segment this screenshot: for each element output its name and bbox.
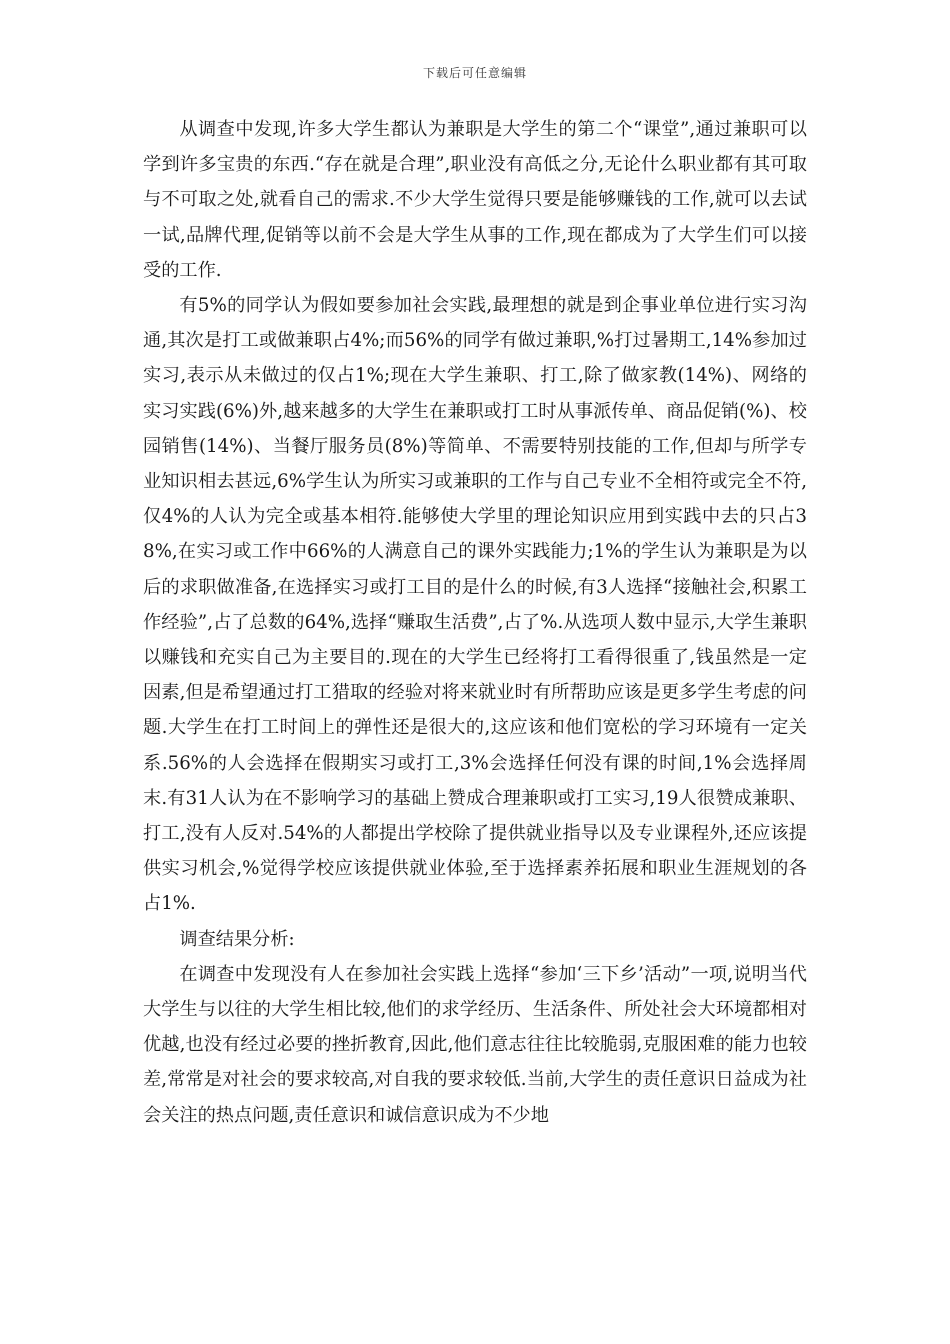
paragraph-survey-statistics: 有5%的同学认为假如要参加社会实践,最理想的就是到企事业单位进行实习沟通,其次是打工或做兼职占4%;而56%的同学有做过兼职,%打过暑期工,14%参加过实习,表示从未做过的仅占1%;现在大学生兼职、打工,除了做家教(14%)、网络的实习实践(6%)外,越来越多的大学生在兼职或打工时从事派传单、商品促销(%)、校园销售(14%)、当餐厅服务员(8%)等简单、不需要特别技能的工作,但却与所学专业知识相去甚远,6%学生认为所实习或兼职的工作与自己专业不全相符或完全不符,仅4%的人认为完全或基本相符.能够使大学里的理论知识应用到实践中去的只占38%,在实习或工作中66%的人满意自己的课外实践能力;1%的学生认为兼职是为以后的求职做准备,在选择实习或打工目的是什么的时候,有3人选择“接触社会,积累工作经验”,占了总数的64%,选择“赚取生活费”,占了%.从选项人数中显示,大学生兼职以赚钱和充实自己为主要目的.现在的大学生已经将打工看得很重了,钱虽然是一定因素,但是希望通过打工猎取的经验对将来就业时有所帮助应该是更多学生考虑的问题.大学生在打工时间上的弹性还是很大的,这应该和他们宽松的学习环境有一定关系.56%的人会选择在假期实习或打工,3%会选择任何没有课的时间,1%会选择周末.有31人认为在不影响学习的基础上赞成合理兼职或打工实习,19人很赞成兼职、打工,没有人反对.54%的人都提出学校除了提供就业指导以及专业课程外,还应该提供实习机会,%觉得学校应该提供就业体验,至于选择素养拓展和职业生涯规划的各占1%.	[143, 295, 807, 915]
paragraph-analysis: 在调查中发现没有人在参加社会实践上选择“参加‘三下乡’活动”一项,说明当代大学生与以往的大学生相比较,他们的求学经历、生活条件、所处社会大环境都相对优越,也没有经过必要的挫折教育,因此,他们意志往往比较脆弱,克服困难的能力也较差,常常是对社会的要求较高,对自我的要求较低.当前,大学生的责任意识日益成为社会关注的热点问题,责任意识和诚信意识成为不少地	[143, 963, 807, 1126]
section-heading-analysis: 调查结果分析:	[179, 928, 295, 950]
document-body	[143, 112, 807, 1133]
page-header-note: 下载后可任意编辑	[422, 66, 527, 80]
paragraph-part-time-views: 从调查中发现,许多大学生都认为兼职是大学生的第二个“课堂”,通过兼职可以学到许多宝贵的东西.“存在就是合理”,职业没有高低之分,无论什么职业都有其可取与不可取之处,就看自己的需求.不少大学生觉得只要是能够赚钱的工作,就可以去试一试,品牌代理,促销等以前不会是大学生从事的工作,现在都成为了大学生们可以接受的工作.	[143, 119, 807, 281]
